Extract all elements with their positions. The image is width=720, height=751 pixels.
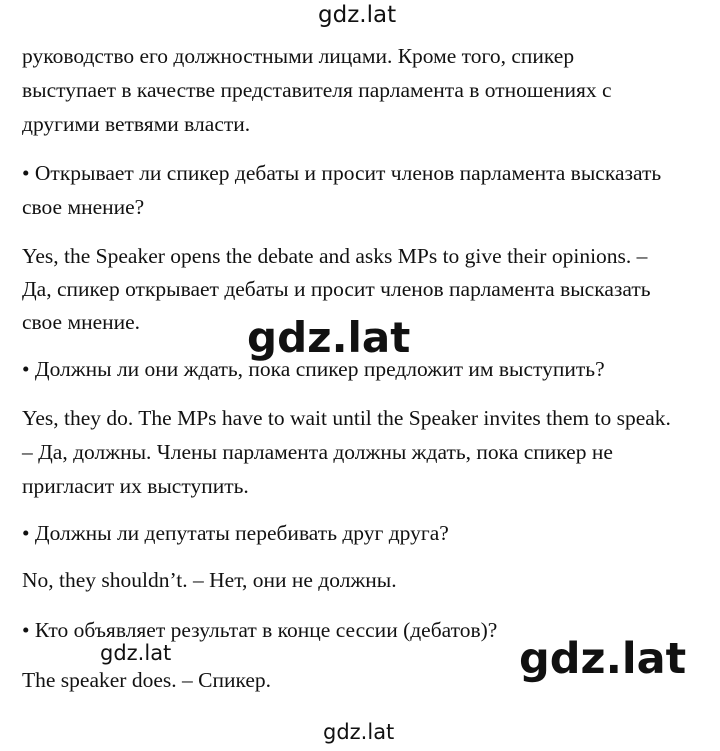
- question-line: свое мнение?: [22, 195, 145, 219]
- watermark-bottom-right: gdz.lat: [519, 634, 687, 684]
- answer-line: – Да, должны. Члены парламента должны ждать, пока спикер не: [22, 440, 613, 464]
- question-line: • Кто объявляет результат в конце сессии (дебатов)?: [22, 618, 498, 642]
- answer-line: пригласит их выступить.: [22, 474, 249, 498]
- question-line: • Должны ли они ждать, пока спикер предложит им выступить?: [22, 357, 605, 381]
- watermark-top: gdz.lat: [318, 2, 397, 28]
- answer-line: Yes, the Speaker opens the debate and asks MPs to give their opinions. –: [22, 244, 648, 268]
- answer-line: Yes, they do. The MPs have to wait until the Speaker invites them to speak.: [22, 406, 671, 430]
- answer-line: Да, спикер открывает дебаты и просит членов парламента высказать: [22, 277, 651, 301]
- watermark-bottom-left: gdz.lat: [100, 641, 172, 665]
- question-line: • Должны ли депутаты перебивать друг друга?: [22, 521, 449, 545]
- answer-line: No, they shouldn’t. – Нет, они не должны.: [22, 568, 397, 592]
- text-line: другими ветвями власти.: [22, 112, 251, 136]
- watermark-footer: gdz.lat: [323, 720, 395, 744]
- text-line: выступает в качестве представителя парламента в отношениях с: [22, 78, 612, 102]
- text-line: руководство его должностными лицами. Кроме того, спикер: [22, 44, 575, 68]
- answer-line: свое мнение.: [22, 310, 141, 334]
- question-line: • Открывает ли спикер дебаты и просит членов парламента высказать: [22, 161, 662, 185]
- watermark-middle: gdz.lat: [247, 313, 411, 362]
- answer-line: The speaker does. – Спикер.: [22, 668, 272, 692]
